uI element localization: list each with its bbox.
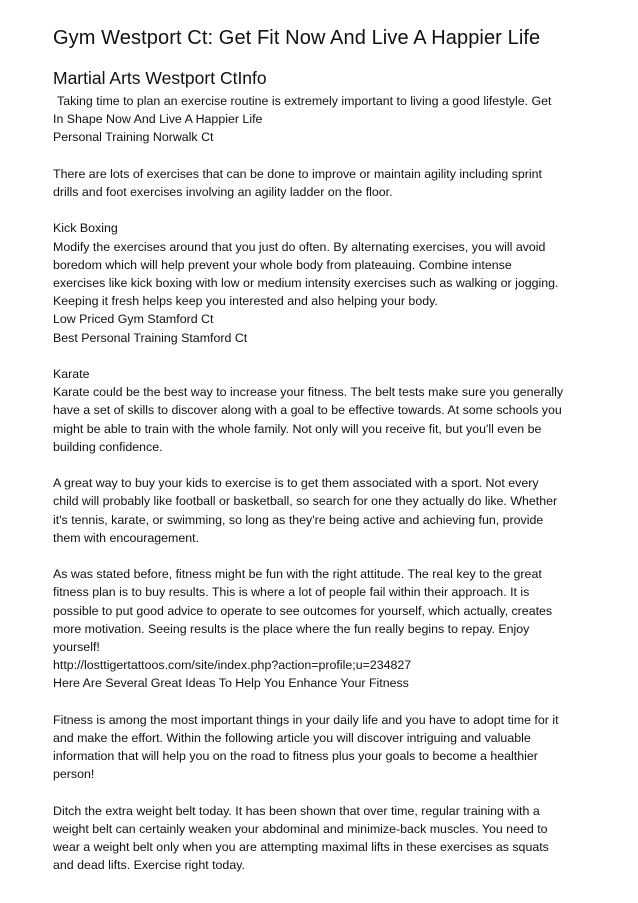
text-line: Ditch the extra weight belt today. It has been shown that over time, regular training with a [53, 803, 540, 818]
text-line: person! [53, 767, 95, 782]
paragraph-gap [53, 147, 588, 165]
text-line: Karate could be the best way to increase your fitness. The belt tests make sure you generally [53, 385, 564, 400]
text-line: Best Personal Training Stamford Ct [53, 330, 248, 345]
text-line: There are lots of exercises that can be done to improve or maintain agility including sprint [53, 166, 542, 181]
text-line: yourself! [53, 640, 100, 655]
text-line: Kick Boxing [53, 221, 118, 236]
text-line: information that will help you on the road to fitness plus your goals to become a healthier [53, 749, 538, 764]
text-line: exercises like kick boxing with low or medium intensity exercises such as walking or jogging. [53, 276, 559, 290]
text-line: have a set of skills to discover along with a goal to be effective towards. At some schools you [53, 403, 562, 418]
text-line: it's tennis, karate, or swimming, so long as they're being active and achieving fun, provide [53, 512, 544, 527]
text-line: Keeping it fresh helps keep you interested and also helping your body. [53, 294, 438, 309]
paragraph-gap [53, 201, 588, 219]
paragraph-gap [53, 547, 588, 565]
text-line: more motivation. Seeing results is the place where the fun really begins to repay. Enjoy [53, 621, 530, 636]
text-line: Taking time to plan an exercise routine is extremely important to living a good lifestyle. Get [57, 94, 552, 108]
text-line: Modify the exercises around that you just do often. By alternating exercises, you will avoid [53, 239, 546, 254]
page-title: Gym Westport Ct: Get Fit Now And Live A Happier Life [53, 27, 541, 49]
paragraph-gap [53, 456, 588, 474]
page-subtitle: Martial Arts Westport CtInfo [53, 68, 267, 88]
text-line: Low Priced Gym Stamford Ct [53, 312, 214, 327]
paragraph-gap [53, 347, 588, 365]
paragraph-gap [53, 693, 588, 711]
text-line: weight belt can certainly weaken your abdominal and minimize-back muscles. You need to [53, 822, 548, 837]
text-line: drills and foot exercises involving an agility ladder on the floor. [53, 185, 393, 199]
text-line: boredom which will help prevent your whole body from plateauing. Combine intense [53, 257, 512, 272]
text-line: Personal Training Norwalk Ct [53, 130, 214, 145]
text-line: A great way to buy your kids to exercise is to get them associated with a sport. Not every [53, 476, 539, 491]
text-line: building confidence. [53, 439, 163, 454]
text-line: possible to put good advice to operate to see outcomes for yourself, which actually, creates [53, 603, 553, 618]
paragraph-gap [53, 784, 588, 802]
text-line: fitness plan is to buy results. This is where a lot of people fail within their approach. It is [53, 585, 530, 600]
text-line: Karate [53, 367, 90, 381]
text-line: and make the effort. Within the following article you will discover intriguing and valuable [53, 731, 531, 746]
text-line: As was stated before, fitness might be fun with the right attitude. The real key to the great [53, 567, 542, 582]
text-line: might be able to train with the whole family. Not only will you receive fit, but you'll even be [53, 421, 542, 436]
text-line: http://losttigertattoos.com/site/index.php?action=profile;u=234827 [53, 658, 412, 673]
body-text [53, 92, 588, 875]
text-line: Here Are Several Great Ideas To Help You Enhance Your Fitness [53, 676, 409, 691]
text-line: child will probably like football or basketball, so search for one they actually do like. Whether [53, 494, 558, 509]
text-line: them with encouragement. [53, 530, 200, 545]
text-line: and dead lifts. Exercise right today. [53, 858, 245, 873]
text-line: wear a weight belt only when you are attempting maximal lifts in these exercises as squats [53, 840, 549, 855]
text-line: In Shape Now And Live A Happier Life [53, 112, 263, 127]
text-line: Fitness is among the most important things in your daily life and you have to adopt time for it [53, 712, 559, 727]
